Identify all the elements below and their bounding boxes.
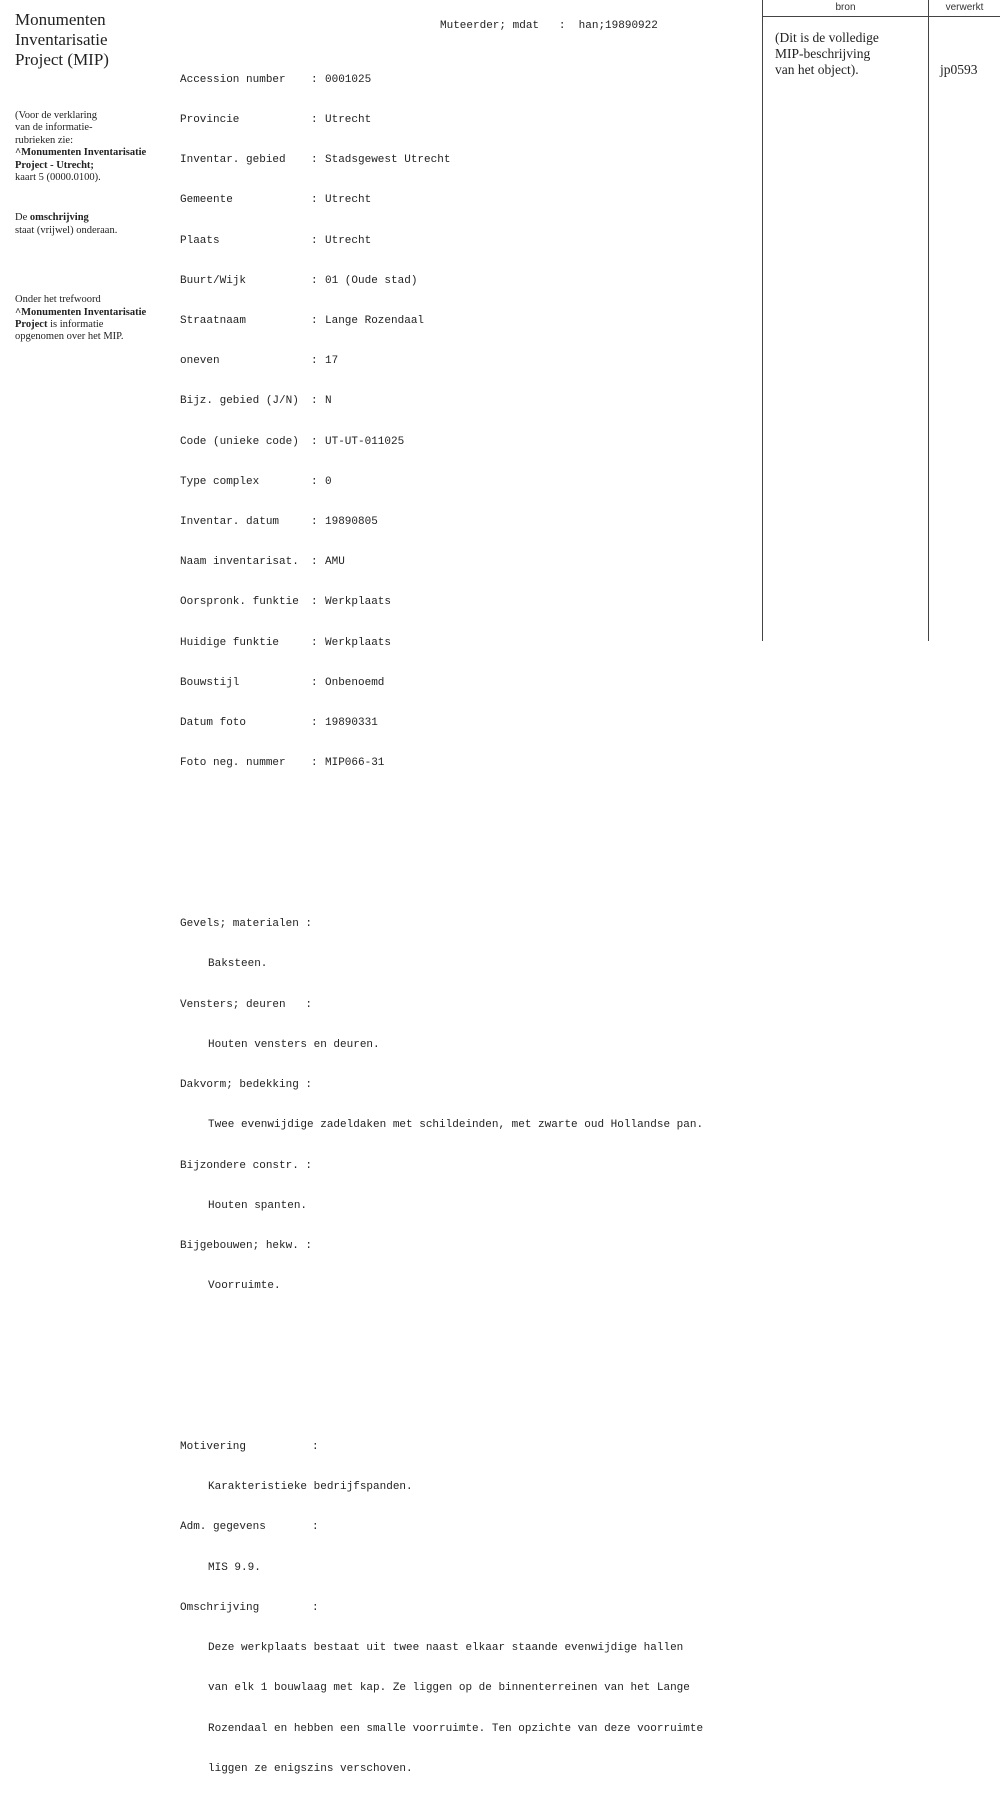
field-key: Datum foto (180, 717, 247, 730)
keyword-note (15, 294, 175, 344)
column-header-verwerkt: verwerkt (945, 2, 984, 13)
record-field: Bijz. gebied (J/N) : N (180, 395, 332, 408)
field-value: 0001025 (325, 73, 372, 86)
section-text: Houten vensters en deuren. (208, 1038, 380, 1051)
field-key: Inventar. datum (180, 516, 280, 529)
column-divider (928, 0, 929, 641)
section-label: Bijzondere constr. : (180, 1159, 313, 1172)
field-value: N (325, 395, 332, 408)
record-field: Inventar. datum : 19890805 (180, 516, 378, 529)
note-line: Onder het trefwoord (15, 294, 101, 306)
note-text: is informatie (47, 319, 104, 331)
field-value: 19890331 (325, 717, 378, 730)
mutator-label: Muteerder; mdat (440, 20, 540, 32)
field-value: 17 (325, 355, 339, 368)
note-bold: Project (15, 319, 48, 331)
document-title (15, 10, 175, 70)
mutator-field: Muteerder; mdat : han;19890922 (440, 20, 658, 32)
record-field: Buurt/Wijk : 01 (Oude stad) (180, 274, 418, 287)
field-value: 0 (325, 475, 332, 488)
field-value: Stadsgewest Utrecht (325, 154, 451, 167)
record-field: Code (unieke code) : UT-UT-011025 (180, 435, 405, 448)
record-field: Oorspronk. funktie : Werkplaats (180, 596, 392, 609)
record-field: oneven : 17 (180, 355, 339, 368)
record-body (180, 20, 703, 1816)
field-value: Onbenoemd (325, 676, 385, 689)
note-bold: omschrijving (29, 212, 89, 224)
field-key: Bouwstijl (180, 676, 240, 689)
section-label: Motivering : (180, 1441, 319, 1454)
record-field: Type complex : 0 (180, 475, 332, 488)
field-key: Plaats (180, 234, 220, 247)
note-line: kaart 5 (0000.0100). (15, 172, 101, 184)
record-field: Plaats : Utrecht (180, 234, 372, 247)
section-label: Omschrijving : (180, 1601, 319, 1614)
note-line: opgenomen over het MIP. (15, 331, 124, 343)
field-value: Utrecht (325, 234, 372, 247)
field-key: Code (unieke code) (180, 435, 299, 448)
field-value: 01 (Oude stad) (325, 274, 418, 287)
record-field: Datum foto : 19890331 (180, 717, 378, 730)
field-list (180, 47, 703, 798)
bron-cell (775, 30, 925, 78)
note-reference: Project - Utrecht; (15, 159, 94, 171)
bron-line: van het object). (775, 62, 859, 77)
section-list-a (180, 891, 703, 1320)
field-key: oneven (180, 355, 220, 368)
record-field: Bouwstijl : Onbenoemd (180, 676, 385, 689)
note-line: (Voor de verklaring (15, 110, 98, 121)
field-key: Bijz. gebied (J/N) (180, 395, 299, 408)
section-list-b (180, 1414, 703, 1803)
column-header-bron: bron (835, 2, 856, 13)
field-value: Lange Rozendaal (325, 314, 425, 327)
field-value: MIP066-31 (325, 757, 385, 770)
field-key: Foto neg. nummer (180, 757, 286, 770)
left-sidebar (15, 10, 175, 344)
note-line: van de informatie- (15, 122, 93, 134)
field-key: Buurt/Wijk (180, 274, 247, 287)
record-field: Provincie : Utrecht (180, 113, 372, 126)
field-key: Naam inventarisat. (180, 556, 299, 569)
section-text: Baksteen. (208, 958, 268, 971)
title-line: Project (MIP) (15, 50, 109, 69)
field-key: Gemeente (180, 194, 233, 207)
title-line: Monumenten (15, 10, 106, 29)
record-field: Gemeente : Utrecht (180, 194, 372, 207)
field-key: Huidige funktie (180, 636, 280, 649)
verwerkt-cell: jp0593 (940, 62, 978, 77)
note-reference: ^Monumenten Inventarisatie (15, 147, 147, 159)
section-text: MIS 9.9. (208, 1561, 261, 1574)
record-field: Straatnaam : Lange Rozendaal (180, 314, 425, 327)
description-line: van elk 1 bouwlaag met kap. Ze liggen op de binnenterreinen van het Lange (208, 1682, 690, 1695)
field-key: Straatnaam (180, 314, 247, 327)
explanation-note (15, 110, 175, 184)
section-text: Houten spanten. (208, 1199, 308, 1212)
title-line: Inventarisatie (15, 30, 108, 49)
field-value: Utrecht (325, 113, 372, 126)
field-value: Werkplaats (325, 636, 392, 649)
column-divider (762, 0, 763, 641)
description-line: liggen ze enigszins verschoven. (208, 1762, 413, 1775)
section-text: Twee evenwijdige zadeldaken met schildeinden, met zwarte oud Hollandse pan. (208, 1119, 704, 1132)
record-field: Inventar. gebied : Stadsgewest Utrecht (180, 154, 451, 167)
section-label: Dakvorm; bedekking : (180, 1079, 313, 1092)
description-note (15, 212, 175, 237)
record-field: Naam inventarisat. : AMU (180, 556, 345, 569)
record-field: Huidige funktie : Werkplaats (180, 636, 392, 649)
record-field: Foto neg. nummer : MIP066-31 (180, 757, 385, 770)
note-bold: ^Monumenten Inventarisatie (15, 306, 147, 318)
field-value: UT-UT-011025 (325, 435, 405, 448)
field-key: Inventar. gebied (180, 154, 286, 167)
record-field: Accession number : 0001025 (180, 73, 372, 86)
field-key: Oorspronk. funktie (180, 596, 299, 609)
section-text: Voorruimte. (208, 1280, 281, 1293)
field-value: Utrecht (325, 194, 372, 207)
section-text: Karakteristieke bedrijfspanden. (208, 1481, 413, 1494)
section-label: Vensters; deuren : (180, 998, 313, 1011)
header-divider (762, 16, 1000, 17)
description-line: Rozendaal en hebben een smalle voorruimte. Ten opzichte van deze voorruimte (208, 1722, 704, 1735)
bron-line: MIP-beschrijving (775, 46, 871, 61)
note-text: De (15, 212, 30, 224)
field-value: Werkplaats (325, 596, 392, 609)
field-key: Accession number (180, 73, 286, 86)
field-key: Provincie (180, 113, 240, 126)
field-key: Type complex (180, 475, 260, 488)
mutator-value: han;19890922 (578, 20, 658, 32)
section-label: Gevels; materialen : (180, 918, 313, 931)
field-value: 19890805 (325, 516, 378, 529)
field-value: AMU (325, 556, 345, 569)
bron-line: (Dit is de volledige (775, 30, 879, 45)
note-line: rubrieken zie: (15, 134, 74, 146)
note-line: staat (vrijwel) onderaan. (15, 224, 118, 236)
section-label: Bijgebouwen; hekw. : (180, 1239, 313, 1252)
section-label: Adm. gegevens : (180, 1521, 319, 1534)
description-line: Deze werkplaats bestaat uit twee naast elkaar staande evenwijdige hallen (208, 1642, 684, 1655)
